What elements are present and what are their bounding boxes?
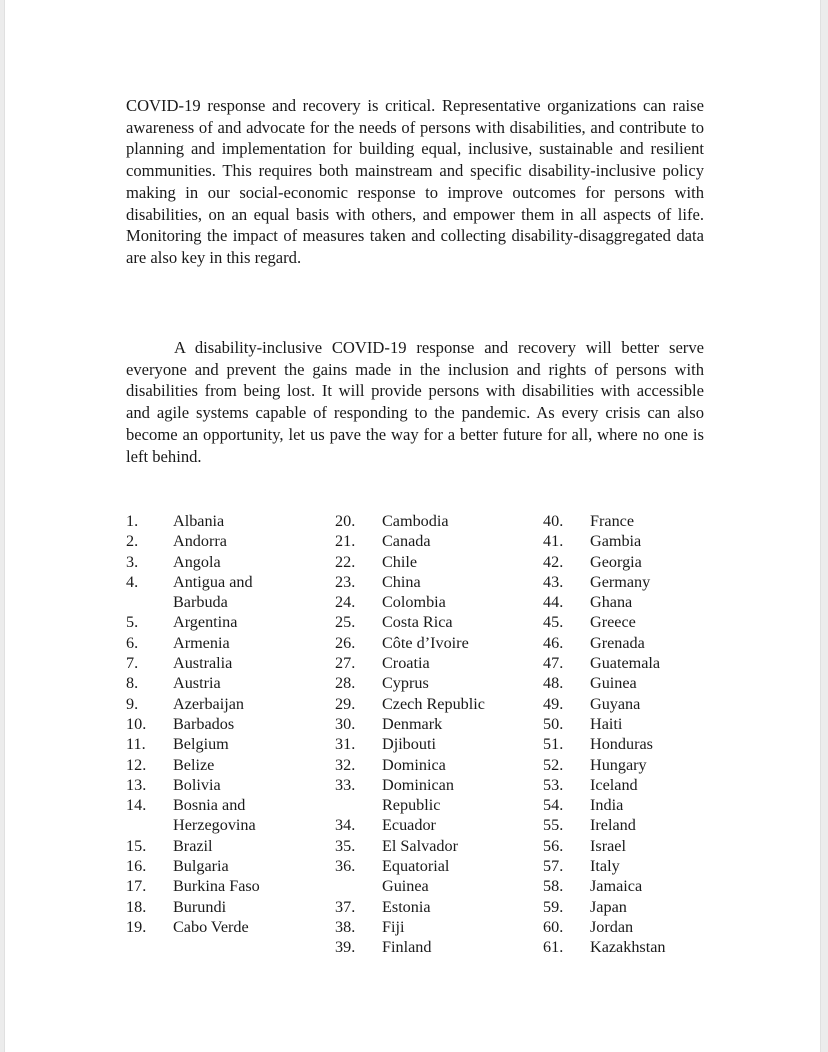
country-name: Armenia xyxy=(173,633,230,652)
list-item-number: 4. xyxy=(126,572,139,591)
country-list-item xyxy=(335,714,535,734)
list-item-number: 30. xyxy=(335,714,356,733)
list-item-number: 25. xyxy=(335,613,356,632)
country-list-item xyxy=(543,795,743,815)
country-list-item xyxy=(335,897,535,917)
country-name: Israel xyxy=(590,836,626,855)
country-name: Argentina xyxy=(173,613,238,632)
country-list-item xyxy=(126,714,326,734)
list-item-number: 6. xyxy=(126,633,139,652)
list-item-number: 56. xyxy=(543,836,564,855)
list-item-number: 59. xyxy=(543,897,564,916)
country-name: Haiti xyxy=(590,714,623,733)
country-name: Brazil xyxy=(173,836,213,855)
country-list-item xyxy=(126,876,326,896)
list-item-number: 48. xyxy=(543,674,564,693)
country-list-item xyxy=(543,734,743,754)
country-list-item xyxy=(126,552,326,572)
country-list-item xyxy=(335,917,535,937)
paragraph-1: COVID-19 response and recovery is critical. Representative organizations can raise awareness of and advocate for the needs of persons with disabilities, and contribute to planning and implementation for building equal, inclusive, sustainable and resilient communities. This requires both mainstream and specific disability-inclusive policy making in our social-economic response to improve outcomes for persons with disabilities, on an equal basis with others, and empower them in all aspects of life. Monitoring the impact of measures taken and collecting disability-disaggregated data are also key in this regard. xyxy=(126,96,704,267)
country-list-item xyxy=(543,511,743,531)
country-list-item xyxy=(543,714,743,734)
country-list-item xyxy=(126,856,326,876)
country-name: Cabo Verde xyxy=(173,917,249,936)
document-page xyxy=(4,0,821,1052)
list-item-number: 43. xyxy=(543,572,564,591)
country-list-item xyxy=(543,572,743,592)
country-name: Austria xyxy=(173,674,221,693)
list-item-number: 22. xyxy=(335,552,356,571)
country-list-item xyxy=(335,552,535,572)
country-name: Colombia xyxy=(382,593,446,612)
country-list-item xyxy=(335,572,535,592)
list-item-number: 36. xyxy=(335,857,356,876)
country-list-item xyxy=(543,531,743,551)
list-item-number: 39. xyxy=(335,938,356,957)
country-name: Honduras xyxy=(590,735,653,754)
country-name: Hungary xyxy=(590,755,647,774)
country-name: Canada xyxy=(382,532,431,551)
country-name: Burundi xyxy=(173,897,227,916)
list-item-number: 31. xyxy=(335,735,356,754)
country-name: Guatemala xyxy=(590,654,661,673)
list-item-number: 42. xyxy=(543,552,564,571)
country-list-item xyxy=(126,633,326,653)
country-list-item xyxy=(335,633,535,653)
country-list-item xyxy=(126,511,326,531)
country-list-item xyxy=(126,673,326,693)
country-name: Grenada xyxy=(590,633,645,652)
country-name: Jordan xyxy=(590,917,634,936)
list-item-number: 49. xyxy=(543,694,564,713)
list-item-number: 40. xyxy=(543,512,564,530)
country-name: Kazakhstan xyxy=(590,938,666,957)
list-item-number: 20. xyxy=(335,512,356,530)
list-item-number: 21. xyxy=(335,532,356,551)
paragraph-2: A disability-inclusive COVID-19 response and recovery will better serve everyone and prevent the gains made in the inclusion and rights of persons with disabilities from being lost. It will provide persons with disabilities with accessible and agile systems capable of responding to the pandemic. As every crisis can also become an opportunity, let us pave the way for a better future for all, where no one is left behind. xyxy=(126,338,704,466)
list-item-number: 24. xyxy=(335,593,356,612)
list-item-number: 12. xyxy=(126,755,147,774)
country-name: Chile xyxy=(382,552,418,571)
country-name: Djibouti xyxy=(382,735,436,754)
country-list-item xyxy=(335,694,535,714)
country-list-item xyxy=(543,694,743,714)
country-list-item xyxy=(543,836,743,856)
country-list-item xyxy=(335,937,535,957)
country-list-item xyxy=(126,755,326,775)
country-name: Jamaica xyxy=(590,877,643,896)
country-list-item xyxy=(543,633,743,653)
country-list-item xyxy=(543,755,743,775)
country-list-item xyxy=(126,694,326,714)
country-name: Costa Rica xyxy=(382,613,453,632)
country-name: Ghana xyxy=(590,593,633,612)
list-item-number: 29. xyxy=(335,694,356,713)
list-item-number: 44. xyxy=(543,593,564,612)
country-name: Estonia xyxy=(382,897,431,916)
country-list-item xyxy=(543,653,743,673)
country-name: Japan xyxy=(590,897,627,916)
country-name: Barbados xyxy=(173,714,235,733)
list-item-number: 3. xyxy=(126,552,139,571)
list-item-number: 8. xyxy=(126,674,139,693)
list-item-number: 2. xyxy=(126,532,139,551)
list-item-number: 11. xyxy=(126,735,146,754)
list-item-number: 60. xyxy=(543,917,564,936)
country-name: Fiji xyxy=(382,917,405,936)
country-list-column-3 xyxy=(543,511,743,958)
list-item-number: 34. xyxy=(335,816,356,835)
country-list-item xyxy=(543,917,743,937)
country-list-item xyxy=(543,897,743,917)
country-list-item xyxy=(335,592,535,612)
country-list-column-1 xyxy=(126,511,326,937)
country-name: Belize xyxy=(173,755,215,774)
country-list-item xyxy=(543,552,743,572)
list-item-number: 14. xyxy=(126,796,147,815)
country-name: Bulgaria xyxy=(173,857,229,876)
country-name: Bosnia and Herzegovina xyxy=(173,796,256,835)
list-item-number: 51. xyxy=(543,735,564,754)
country-name: Finland xyxy=(382,938,432,957)
country-list-item xyxy=(543,592,743,612)
country-name: Côte d’Ivoire xyxy=(382,633,469,652)
country-list-item xyxy=(126,653,326,673)
country-name: Bolivia xyxy=(173,775,221,794)
country-name: Equatorial Guinea xyxy=(382,857,450,896)
country-name: Cyprus xyxy=(382,674,429,693)
country-list-item xyxy=(335,673,535,693)
country-name: Greece xyxy=(590,613,636,632)
country-name: Ecuador xyxy=(382,816,436,835)
list-item-number: 10. xyxy=(126,714,147,733)
list-item-number: 46. xyxy=(543,633,564,652)
country-name: Georgia xyxy=(590,552,642,571)
list-item-number: 17. xyxy=(126,877,147,896)
country-name: Germany xyxy=(590,572,651,591)
country-name: Ireland xyxy=(590,816,636,835)
list-item-number: 32. xyxy=(335,755,356,774)
country-list-item xyxy=(335,815,535,835)
country-list-item xyxy=(335,511,535,531)
country-list-item xyxy=(126,612,326,632)
country-name: Andorra xyxy=(173,532,227,551)
country-name: Denmark xyxy=(382,714,443,733)
country-name: Australia xyxy=(173,654,233,673)
country-list-item xyxy=(543,876,743,896)
country-list-item xyxy=(543,673,743,693)
list-item-number: 13. xyxy=(126,775,147,794)
country-list-column-2 xyxy=(335,511,535,958)
country-list-item xyxy=(335,734,535,754)
list-item-number: 26. xyxy=(335,633,356,652)
country-list-item xyxy=(126,531,326,551)
country-list-item xyxy=(543,856,743,876)
country-name: Guyana xyxy=(590,694,641,713)
country-name: Guinea xyxy=(590,674,637,693)
country-list-item xyxy=(335,612,535,632)
list-item-number: 61. xyxy=(543,938,564,957)
list-item-number: 28. xyxy=(335,674,356,693)
country-name: El Salvador xyxy=(382,836,458,855)
list-item-number: 7. xyxy=(126,654,139,673)
list-item-number: 47. xyxy=(543,654,564,673)
list-item-number: 57. xyxy=(543,857,564,876)
list-item-number: 35. xyxy=(335,836,356,855)
list-item-number: 15. xyxy=(126,836,147,855)
country-list-item xyxy=(126,775,326,795)
list-item-number: 23. xyxy=(335,572,356,591)
list-item-number: 58. xyxy=(543,877,564,896)
country-list-item xyxy=(126,795,326,836)
country-name: Belgium xyxy=(173,735,229,754)
country-list-item xyxy=(543,937,743,957)
country-list-item xyxy=(126,836,326,856)
country-list-item xyxy=(126,917,326,937)
list-item-number: 5. xyxy=(126,613,139,632)
list-item-number: 38. xyxy=(335,917,356,936)
list-item-number: 37. xyxy=(335,897,356,916)
country-list-item xyxy=(543,612,743,632)
country-name: Angola xyxy=(173,552,221,571)
country-name: Dominican Republic xyxy=(382,775,454,815)
country-list-item xyxy=(335,775,535,816)
country-list-item xyxy=(335,836,535,856)
country-name: Iceland xyxy=(590,775,638,794)
country-name: Italy xyxy=(590,857,620,876)
list-item-number: 16. xyxy=(126,857,147,876)
list-item-number: 54. xyxy=(543,796,564,815)
list-item-number: 55. xyxy=(543,816,564,835)
country-name: Dominica xyxy=(382,755,446,774)
list-item-number: 9. xyxy=(126,694,139,713)
country-name: Antigua and Barbuda xyxy=(173,572,253,612)
country-list-item xyxy=(543,815,743,835)
country-name: France xyxy=(590,512,635,530)
country-name: Gambia xyxy=(590,532,642,551)
list-item-number: 53. xyxy=(543,775,564,794)
list-item-number: 45. xyxy=(543,613,564,632)
country-list-item xyxy=(335,755,535,775)
country-name: Croatia xyxy=(382,654,430,673)
country-name: Cambodia xyxy=(382,512,449,530)
list-item-number: 33. xyxy=(335,775,356,794)
list-item-number: 52. xyxy=(543,755,564,774)
country-name: Albania xyxy=(173,512,225,530)
list-item-number: 27. xyxy=(335,654,356,673)
country-name: China xyxy=(382,572,421,591)
country-name: India xyxy=(590,796,624,815)
country-list-item xyxy=(126,572,326,613)
country-name: Czech Republic xyxy=(382,694,485,713)
country-list-item xyxy=(335,856,535,897)
country-list-item xyxy=(126,734,326,754)
country-list-item xyxy=(335,653,535,673)
country-list-item xyxy=(126,897,326,917)
list-item-number: 1. xyxy=(126,512,139,530)
list-item-number: 41. xyxy=(543,532,564,551)
list-item-number: 19. xyxy=(126,917,147,936)
country-list-item xyxy=(543,775,743,795)
country-name: Burkina Faso xyxy=(173,877,260,896)
country-name: Azerbaijan xyxy=(173,694,245,713)
list-item-number: 50. xyxy=(543,714,564,733)
list-item-number: 18. xyxy=(126,897,147,916)
country-list-item xyxy=(335,531,535,551)
